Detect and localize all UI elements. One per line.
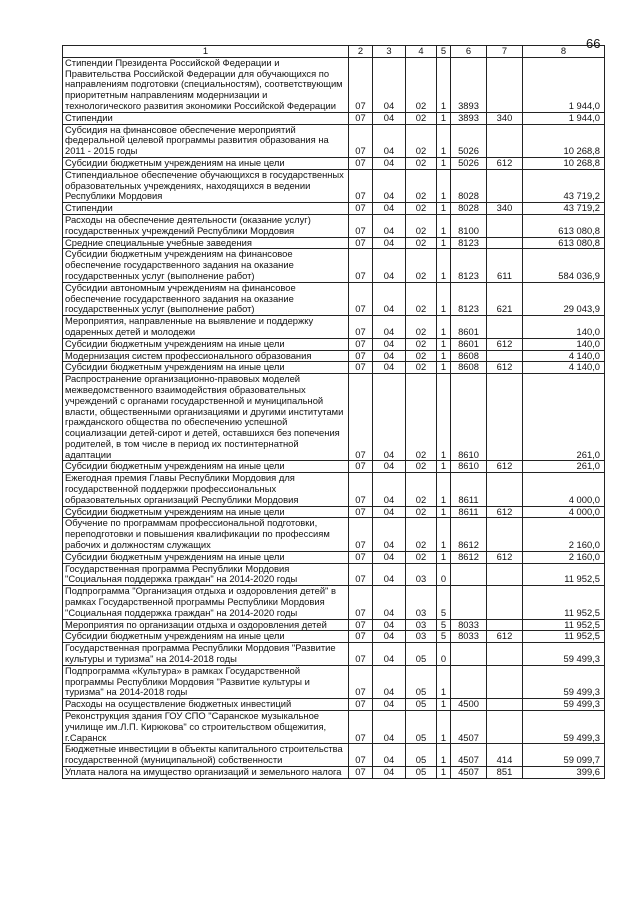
row-section: 07 [349, 518, 373, 551]
row-amount: 4 140,0 [523, 350, 605, 362]
row-program: 02 [406, 473, 437, 506]
table-row [63, 316, 605, 339]
row-expense-type: 340 [487, 203, 523, 215]
table-row [63, 619, 605, 631]
row-section: 07 [349, 744, 373, 767]
row-program: 05 [406, 744, 437, 767]
budget-table [62, 45, 605, 779]
row-section: 07 [349, 711, 373, 744]
row-amount: 1 944,0 [523, 57, 605, 112]
row-name: Субсидии бюджетным учреждениям на иные цели [63, 506, 349, 518]
row-program: 02 [406, 506, 437, 518]
row-program: 02 [406, 374, 437, 461]
row-target-code: 8610 [451, 461, 487, 473]
row-name: Стипендии Президента Российской Федерации и Правительства Российской Федерации для обучающихся по направлениям подготовки (специальностям), соответствующим приоритетным направлениям модернизации и технологического развития экономики Российской Федерации [63, 57, 349, 112]
row-target-code [451, 665, 487, 698]
row-subsection: 04 [373, 518, 406, 551]
row-section: 07 [349, 473, 373, 506]
row-target-code: 8028 [451, 169, 487, 202]
table-row [63, 157, 605, 169]
row-program: 02 [406, 57, 437, 112]
row-program: 03 [406, 563, 437, 586]
row-program: 05 [406, 665, 437, 698]
row-program: 02 [406, 214, 437, 237]
row-subprogram: 1 [437, 214, 451, 237]
row-amount: 4 000,0 [523, 506, 605, 518]
row-amount: 11 952,5 [523, 631, 605, 643]
row-target-code: 4507 [451, 711, 487, 744]
row-section: 07 [349, 237, 373, 249]
row-expense-type [487, 619, 523, 631]
row-subsection: 04 [373, 619, 406, 631]
row-amount: 29 043,9 [523, 282, 605, 315]
row-name: Распространение организационно-правовых моделей межведомственного взаимодействия образовательных учреждений с органами государственной и муниципальной власти, общественными организациями и другими институтами гражданского общества по обеспечению успешной социализации детей-сирот и детей, оставшихся без попечения родителей, в том числе в период их постинтернатной адаптации [63, 374, 349, 461]
row-name: Расходы на обеспечение деятельности (оказание услуг) государственных учреждений Республики Мордовия [63, 214, 349, 237]
row-section: 07 [349, 586, 373, 619]
row-expense-type: 414 [487, 744, 523, 767]
row-name: Субсидии бюджетным учреждениям на иные цели [63, 157, 349, 169]
table-row [63, 506, 605, 518]
row-amount: 613 080,8 [523, 237, 605, 249]
row-subsection: 04 [373, 551, 406, 563]
row-expense-type: 612 [487, 631, 523, 643]
row-subprogram: 5 [437, 619, 451, 631]
row-amount: 59 499,3 [523, 699, 605, 711]
row-subsection: 04 [373, 282, 406, 315]
row-name: Стипендии [63, 112, 349, 124]
row-name: Субсидии автономным учреждениям на финансовое обеспечение государственного задания на оказание государственных услуг (выполнение работ) [63, 282, 349, 315]
row-section: 07 [349, 665, 373, 698]
row-name: Государственная программа Республики Мордовия "Социальная поддержка граждан" на 2014-2020 годы [63, 563, 349, 586]
row-subprogram: 1 [437, 699, 451, 711]
header-cell: 7 [487, 46, 523, 58]
row-subsection: 04 [373, 214, 406, 237]
table-row [63, 237, 605, 249]
row-expense-type [487, 665, 523, 698]
row-subprogram: 1 [437, 57, 451, 112]
row-target-code: 8033 [451, 619, 487, 631]
row-target-code: 8123 [451, 237, 487, 249]
row-section: 07 [349, 506, 373, 518]
row-section: 07 [349, 699, 373, 711]
row-target-code: 8612 [451, 518, 487, 551]
row-amount: 59 099,7 [523, 744, 605, 767]
row-amount: 43 719,2 [523, 203, 605, 215]
header-cell: 5 [437, 46, 451, 58]
table-row [63, 711, 605, 744]
row-target-code: 8611 [451, 506, 487, 518]
row-program: 02 [406, 551, 437, 563]
row-subsection: 04 [373, 744, 406, 767]
row-expense-type: 340 [487, 112, 523, 124]
row-program: 02 [406, 112, 437, 124]
row-expense-type [487, 169, 523, 202]
row-subprogram: 1 [437, 518, 451, 551]
row-subprogram: 0 [437, 643, 451, 666]
row-expense-type [487, 643, 523, 666]
row-program: 03 [406, 631, 437, 643]
row-section: 07 [349, 124, 373, 157]
row-amount: 1 944,0 [523, 112, 605, 124]
row-target-code: 8608 [451, 350, 487, 362]
row-subprogram: 1 [437, 461, 451, 473]
row-expense-type [487, 711, 523, 744]
row-subprogram: 1 [437, 203, 451, 215]
row-subprogram: 1 [437, 124, 451, 157]
row-section: 07 [349, 631, 373, 643]
row-subprogram: 1 [437, 374, 451, 461]
row-subsection: 04 [373, 563, 406, 586]
row-name: Субсидии бюджетным учреждениям на иные цели [63, 631, 349, 643]
row-name: Обучение по программам профессиональной подготовки, переподготовки и повышения квалификации по профессиям рабочих и должностям служащих [63, 518, 349, 551]
row-amount: 613 080,8 [523, 214, 605, 237]
row-target-code: 8608 [451, 362, 487, 374]
table-row [63, 699, 605, 711]
row-target-code: 5026 [451, 124, 487, 157]
row-target-code [451, 643, 487, 666]
row-name: Уплата налога на имущество организаций и земельного налога [63, 767, 349, 779]
page-number: 66 [586, 36, 601, 51]
row-expense-type: 611 [487, 249, 523, 282]
row-subsection: 04 [373, 316, 406, 339]
row-program: 02 [406, 203, 437, 215]
table-row [63, 214, 605, 237]
row-expense-type [487, 350, 523, 362]
row-target-code: 8033 [451, 631, 487, 643]
row-amount: 10 268,8 [523, 157, 605, 169]
row-name: Стипендиальное обеспечение обучающихся в государственных образовательных учреждениях, находящихся в ведении Республики Мордовия [63, 169, 349, 202]
row-subsection: 04 [373, 461, 406, 473]
table-row [63, 631, 605, 643]
row-name: Субсидии бюджетным учреждениям на иные цели [63, 362, 349, 374]
row-section: 07 [349, 57, 373, 112]
row-section: 07 [349, 282, 373, 315]
row-section: 07 [349, 157, 373, 169]
row-subsection: 04 [373, 665, 406, 698]
row-expense-type: 612 [487, 338, 523, 350]
row-section: 07 [349, 249, 373, 282]
row-section: 07 [349, 461, 373, 473]
row-program: 02 [406, 518, 437, 551]
row-subsection: 04 [373, 237, 406, 249]
row-subprogram: 1 [437, 237, 451, 249]
row-target-code: 4507 [451, 767, 487, 779]
row-section: 07 [349, 767, 373, 779]
row-program: 02 [406, 282, 437, 315]
row-expense-type [487, 57, 523, 112]
row-amount: 4 000,0 [523, 473, 605, 506]
header-cell: 1 [63, 46, 349, 58]
row-expense-type [487, 374, 523, 461]
row-amount: 59 499,3 [523, 643, 605, 666]
row-subprogram: 1 [437, 551, 451, 563]
row-subprogram: 1 [437, 506, 451, 518]
row-name: Ежегодная премия Главы Республики Мордовия для государственной поддержки профессиональных образовательных организаций Республики Мордовия [63, 473, 349, 506]
row-amount: 11 952,5 [523, 563, 605, 586]
row-expense-type: 851 [487, 767, 523, 779]
row-section: 07 [349, 338, 373, 350]
row-name: Модернизация систем профессионального образования [63, 350, 349, 362]
row-name: Расходы на осуществление бюджетных инвестиций [63, 699, 349, 711]
row-subprogram: 1 [437, 711, 451, 744]
row-amount: 59 499,3 [523, 665, 605, 698]
row-target-code: 8611 [451, 473, 487, 506]
row-subprogram: 1 [437, 338, 451, 350]
table-row [63, 282, 605, 315]
row-name: Субсидии бюджетным учреждениям на финансовое обеспечение государственного задания на оказание государственных услуг (выполнение работ) [63, 249, 349, 282]
row-subprogram: 1 [437, 112, 451, 124]
row-subsection: 04 [373, 711, 406, 744]
row-program: 03 [406, 619, 437, 631]
header-cell: 8 [523, 46, 605, 58]
row-subsection: 04 [373, 362, 406, 374]
row-name: Субсидии бюджетным учреждениям на иные цели [63, 551, 349, 563]
row-subsection: 04 [373, 586, 406, 619]
table-row [63, 563, 605, 586]
row-program: 02 [406, 124, 437, 157]
row-expense-type [487, 699, 523, 711]
row-subsection: 04 [373, 506, 406, 518]
row-program: 02 [406, 461, 437, 473]
header-cell: 4 [406, 46, 437, 58]
row-amount: 584 036,9 [523, 249, 605, 282]
row-name: Мероприятия по организации отдыха и оздоровления детей [63, 619, 349, 631]
table-row [63, 112, 605, 124]
row-subprogram: 1 [437, 362, 451, 374]
table-row [63, 461, 605, 473]
row-expense-type [487, 124, 523, 157]
row-target-code: 4507 [451, 744, 487, 767]
row-program: 05 [406, 711, 437, 744]
row-name: Субсидии бюджетным учреждениям на иные цели [63, 461, 349, 473]
row-expense-type [487, 518, 523, 551]
row-target-code: 3893 [451, 57, 487, 112]
row-program: 02 [406, 362, 437, 374]
row-subprogram: 1 [437, 665, 451, 698]
row-section: 07 [349, 169, 373, 202]
row-subsection: 04 [373, 374, 406, 461]
row-expense-type [487, 563, 523, 586]
row-section: 07 [349, 316, 373, 339]
table-row [63, 586, 605, 619]
row-expense-type: 612 [487, 157, 523, 169]
row-program: 05 [406, 699, 437, 711]
row-target-code: 8612 [451, 551, 487, 563]
row-expense-type [487, 473, 523, 506]
header-cell: 2 [349, 46, 373, 58]
row-amount: 11 952,5 [523, 586, 605, 619]
row-name: Субсидии бюджетным учреждениям на иные цели [63, 338, 349, 350]
table-row [63, 551, 605, 563]
row-amount: 140,0 [523, 316, 605, 339]
row-target-code: 3893 [451, 112, 487, 124]
row-section: 07 [349, 112, 373, 124]
row-subsection: 04 [373, 112, 406, 124]
row-subprogram: 1 [437, 473, 451, 506]
row-target-code: 8601 [451, 338, 487, 350]
row-subprogram: 0 [437, 563, 451, 586]
row-subsection: 04 [373, 350, 406, 362]
table-row [63, 249, 605, 282]
row-target-code [451, 563, 487, 586]
header-cell: 3 [373, 46, 406, 58]
row-section: 07 [349, 350, 373, 362]
row-subsection: 04 [373, 203, 406, 215]
row-section: 07 [349, 551, 373, 563]
row-target-code [451, 586, 487, 619]
row-amount: 10 268,8 [523, 124, 605, 157]
row-amount: 140,0 [523, 338, 605, 350]
row-subprogram: 1 [437, 350, 451, 362]
row-subsection: 04 [373, 249, 406, 282]
row-amount: 43 719,2 [523, 169, 605, 202]
row-subprogram: 1 [437, 316, 451, 339]
row-subprogram: 5 [437, 631, 451, 643]
row-expense-type [487, 214, 523, 237]
row-target-code: 8028 [451, 203, 487, 215]
row-subsection: 04 [373, 169, 406, 202]
row-subsection: 04 [373, 338, 406, 350]
row-target-code: 8100 [451, 214, 487, 237]
row-name: Подпрограмма "Организация отдыха и оздоровления детей" в рамках Государственной программы Республики Мордовия "Социальная поддержка граждан" на 2014-2020 годы [63, 586, 349, 619]
table-row [63, 338, 605, 350]
row-subprogram: 1 [437, 157, 451, 169]
row-subsection: 04 [373, 767, 406, 779]
row-program: 02 [406, 338, 437, 350]
row-program: 05 [406, 767, 437, 779]
row-name: Мероприятия, направленные на выявление и поддержку одаренных детей и молодежи [63, 316, 349, 339]
row-section: 07 [349, 214, 373, 237]
row-subprogram: 1 [437, 169, 451, 202]
table-row [63, 473, 605, 506]
row-target-code: 8123 [451, 282, 487, 315]
row-subsection: 04 [373, 699, 406, 711]
row-target-code: 5026 [451, 157, 487, 169]
row-amount: 2 160,0 [523, 551, 605, 563]
row-program: 02 [406, 316, 437, 339]
row-target-code: 8610 [451, 374, 487, 461]
table-row [63, 350, 605, 362]
row-expense-type [487, 237, 523, 249]
row-section: 07 [349, 374, 373, 461]
row-program: 03 [406, 586, 437, 619]
row-section: 07 [349, 643, 373, 666]
row-amount: 261,0 [523, 374, 605, 461]
row-amount: 11 952,5 [523, 619, 605, 631]
row-expense-type [487, 316, 523, 339]
row-subprogram: 5 [437, 586, 451, 619]
row-amount: 261,0 [523, 461, 605, 473]
row-expense-type: 612 [487, 461, 523, 473]
row-subprogram: 1 [437, 744, 451, 767]
row-subprogram: 1 [437, 767, 451, 779]
row-section: 07 [349, 563, 373, 586]
row-subsection: 04 [373, 473, 406, 506]
row-subsection: 04 [373, 643, 406, 666]
row-expense-type: 612 [487, 506, 523, 518]
row-name: Реконструкция здания ГОУ СПО "Саранское музыкальное училище им.Л.П. Кирюкова" со строительством общежития, г.Саранск [63, 711, 349, 744]
table-header-row [63, 46, 605, 58]
row-name: Государственная программа Республики Мордовия "Развитие культуры и туризма" на 2014-2018 годы [63, 643, 349, 666]
row-subsection: 04 [373, 57, 406, 112]
row-program: 02 [406, 237, 437, 249]
row-name: Подпрограмма «Культура» в рамках Государственной программы Республики Мордовия "Развитие культуры и туризма" на 2014-2018 годы [63, 665, 349, 698]
row-amount: 59 499,3 [523, 711, 605, 744]
row-name: Средние специальные учебные заведения [63, 237, 349, 249]
row-program: 02 [406, 169, 437, 202]
row-program: 02 [406, 157, 437, 169]
table-row [63, 57, 605, 112]
table-body [63, 57, 605, 778]
table-row [63, 665, 605, 698]
row-section: 07 [349, 619, 373, 631]
row-name: Бюджетные инвестиции в объекты капитального строительства государственной (муниципальной) собственности [63, 744, 349, 767]
row-name: Стипендии [63, 203, 349, 215]
row-program: 05 [406, 643, 437, 666]
row-target-code: 8123 [451, 249, 487, 282]
table-row [63, 643, 605, 666]
table-row [63, 518, 605, 551]
table-row [63, 744, 605, 767]
row-expense-type: 621 [487, 282, 523, 315]
header-cell: 6 [451, 46, 487, 58]
row-name: Субсидия на финансовое обеспечение мероприятий федеральной целевой программы развития образования на 2011 - 2015 годы [63, 124, 349, 157]
row-amount: 4 140,0 [523, 362, 605, 374]
row-section: 07 [349, 203, 373, 215]
row-section: 07 [349, 362, 373, 374]
row-subsection: 04 [373, 124, 406, 157]
row-program: 02 [406, 350, 437, 362]
row-expense-type [487, 586, 523, 619]
row-target-code: 4500 [451, 699, 487, 711]
row-program: 02 [406, 249, 437, 282]
row-subprogram: 1 [437, 282, 451, 315]
row-target-code: 8601 [451, 316, 487, 339]
table-row [63, 203, 605, 215]
row-amount: 2 160,0 [523, 518, 605, 551]
row-subsection: 04 [373, 631, 406, 643]
table-row [63, 362, 605, 374]
row-amount: 399,6 [523, 767, 605, 779]
table-row [63, 124, 605, 157]
table-row [63, 767, 605, 779]
table-row [63, 169, 605, 202]
row-subsection: 04 [373, 157, 406, 169]
row-expense-type: 612 [487, 362, 523, 374]
row-expense-type: 612 [487, 551, 523, 563]
row-subprogram: 1 [437, 249, 451, 282]
table-row [63, 374, 605, 461]
